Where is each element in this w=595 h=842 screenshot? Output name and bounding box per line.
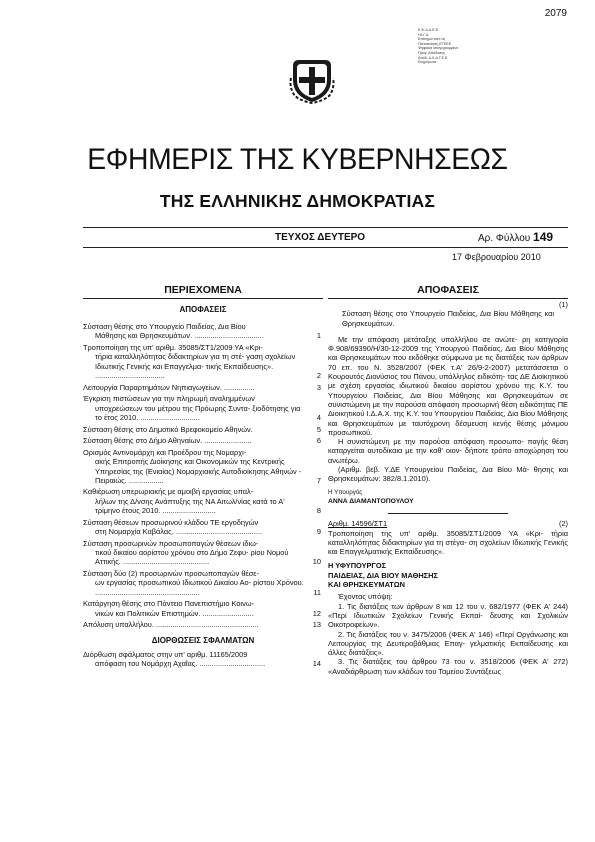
toc-item[interactable]: Λειτουργία Παραρτημάτων Νηπιαγωγείων. ............... 3 (83, 382, 321, 392)
decisions-body (328, 300, 568, 676)
toc-item[interactable]: Σύσταση δύο (2) προσωρινών προσωποπαγών θέσε- ων εργασίας προσωπικού Ιδιωτικού Δικαίου Αο- ρίστου Χρόνου. ................................................... 11 (83, 569, 321, 597)
stamp-line: Ψηφιακά υπογεγραμμένο (418, 46, 459, 51)
toc-page-number: 6 (316, 436, 321, 446)
table-of-contents (83, 322, 323, 671)
toc-section-corrections: ΔΙΟΡΘΩΣΕΙΣ ΣΦΑΛΜΑΤΩΝ (151, 635, 255, 645)
decision-2-authority-1: Η ΥΦΥΠΟΥΡΓΟΣ (328, 561, 387, 571)
gazette-title: ΕΦΗΜΕΡΙΣ ΤΗΣ ΚΥΒΕΡΝΗΣΕΩΣ (87, 143, 508, 176)
gazette-subtitle: ΤΗΣ ΕΛΛΗΝΙΚΗΣ ΔΗΜΟΚΡΑΤΙΑΣ (159, 191, 436, 211)
sheet-number (478, 230, 553, 244)
toc-item[interactable]: Τροποποίηση της υπ' αριθμ. 35085/ΣΤ1/2009 ΥΑ «Κρι- τήρια καταλληλότητας διδακτηρίων για τη στέ- γαση σχολείων Ιδιωτικής Γενικής και Επαγγελμα- τικής Εκπαίδευσης». .................................. 2 (83, 342, 321, 380)
header-rule-mid (83, 247, 568, 248)
toc-heading: ΠΕΡΙΕΧΟΜΕΝΑ (164, 284, 242, 296)
toc-item[interactable]: Σύσταση θέσης στο Υπουργείο Παιδείας, Δια Βίου Μάθησης και Θρησκευμάτων. .................................. 1 (83, 322, 321, 341)
decision-2-header (328, 519, 568, 528)
toc-item[interactable]: Διόρθωση σφάλματος στην υπ' αριθμ. 11165/2009 απόφαση του Νομάρχη Αχαΐας. ................................ 14 (83, 649, 321, 669)
sheet-label: Αρ. Φύλλου (478, 233, 531, 244)
decision-1-signature-label: Η Υπουργός (328, 488, 363, 496)
toc-section-decisions: ΑΠΟΦΑΣΕΙΣ (179, 305, 227, 314)
stamp-line: Πιστοποίηση ΕΤΕΕΕ (418, 41, 452, 46)
toc-page-number: 5 (316, 424, 321, 434)
toc-item[interactable]: Έγκριση πιστώσεων για την πληρωμή αναλημμένων υποχρεώσεων του μέτρου της Πρόωρης Συντα- ξιοδότησης για το έτος 2010. ............................. 4 (83, 394, 321, 422)
greek-coat-of-arms-icon (289, 58, 335, 104)
decision-2-having: Έχοντας υπόψη: (338, 592, 393, 602)
decision-2-paragraph-3: 3. Τις διατάξεις του άρθρου 73 του ν. 3518/2006 (ΦΕΚ Α' 272) «Αναδιάρθρωση των κλάδων του Ταμείου Συντάξεως (328, 657, 568, 676)
decision-1-body-3: (Αριθμ. βεβ. Υ.ΔΕ Υπουργείου Παιδείας, Δια Βίου Μά- θησης και Θρησκευμάτων: 382/8.1.2010). (328, 465, 568, 484)
toc-item[interactable]: Απόλυση υπαλλήλου. .................................................. 13 (83, 620, 321, 630)
decision-1-signature-name: ΑΝΝΑ ΔΙΑΜΑΝΤΟΠΟΥΛΟΥ (328, 497, 414, 505)
decision-2-title: Τροποποίηση της υπ' αριθμ. 35085/ΣΤ1/2009 ΥΑ «Κρι- τήρια καταλληλότητας διδακτηρίων για τη στέγα- ση σχολείων Ιδιωτικής Γενικής και Επαγγελματικής Εκπαίδευσης». (328, 528, 568, 557)
decision-1-body-1: Με την απόφαση μετάταξης υπαλλήλου σε ανώτε- ρη κατηγορία Φ.908/69390/Η/30-12-2009 της Υπουργού Παιδείας, Δια Βίου Μάθησης και Θρησκευμάτων που εκδόθηκε σύμφωνα με τις διατάξεις των άρθρων 70 επ. του Ν. 3528/2007 (ΦΕΚ τ.Α' 26/9-2-2007) μετατάσσεται ο Κουρουτός Διονύσιος του Πάνου, υπάλληλος ειδικότη- τας ΔΕ Διοικητικού με σχέση εργασίας ιδιωτικού δικαίου αορίστου χρόνου της Κ.Υ. του Υπουργείου Παιδείας, Δια Βίου Μάθησης και Θρησκευμάτων σε συνιστώμενη με την παρούσα απόφαση προσωρινή θέση ειδικότητας ΠΕ Διοικητικού Ι.Δ.Α.Χ. της Κ.Υ. του Υπουργείου Παιδείας, Δια Βίου Μάθησης και Θρησκευμάτων με ταυτόχρονη δέσμευση κενής θέσης μόνιμου προσωπικού. (328, 334, 568, 437)
decisions-heading: ΑΠΟΦΑΣΕΙΣ (417, 284, 479, 296)
toc-item[interactable]: Σύσταση θέσης στο Δημοτικό Βρεφοκομείο Αθηνών. 5 (83, 424, 321, 434)
toc-item[interactable]: Σύσταση προσωρινών προσωποπαγών θέσεων ιδιω- τικού δικαίου αορίστου χρόνου στο Δήμο Ζεφυ- ρίου Νομού Αττικής. .......................................... 10 (83, 538, 321, 567)
toc-page-number: 8 (316, 506, 321, 516)
decision-1-title: Σύσταση θέσης στο Υπουργείο Παιδείας, Δια Βίου Μάθησης και Θρησκευμάτων. (342, 309, 554, 328)
toc-page-number: 3 (316, 382, 321, 392)
decision-1-body-2: Η συνιστώμενη με την παρούσα απόφαση προσωπο- παγής θέση καταργείται αυτοδίκαια με την καθ' οιον- δήποτε τρόπο αποχώρηση του ανωτέρω. (328, 437, 568, 465)
decision-2-authority-3: ΚΑΙ ΘΡΗΣΚΕΥΜΑΤΩΝ (328, 580, 405, 590)
toc-item[interactable]: Σύσταση θέσεων προσωρινού κλάδου ΤΕ εργοδηγών στη Νομαρχία Καβάλας. .......................................... 9 (83, 517, 321, 537)
toc-page-number: 2 (316, 370, 321, 380)
toc-item[interactable]: Καθιέρωση υπερωριακής με αμοιβή εργασίας υπαλ- λήλων της Δ/νσης Ανάπτυξης της ΝΑ Αιτωλ/νίας κατά το Α' τρίμηνο έτους 2010. .......................... 8 (83, 487, 321, 516)
toc-page-number: 13 (312, 620, 321, 630)
stamp-line: Απόδ. Δ.Κ.Δ.Γ.Ε.Ε. (418, 55, 449, 60)
toc-item[interactable]: Κατάργηση θέσης στο Πάντειο Πανεπιστήμιο Κοινω- νικών και Πολιτικών Επιστημών. ......................... 12 (83, 599, 321, 618)
decision-2-authority-2: ΠΑΙΔΕΙΑΣ, ΔΙΑ ΒΙΟΥ ΜΑΘΗΣΗΣ (328, 570, 438, 580)
header-rule-top (83, 227, 568, 228)
sheet-number-value: 149 (533, 230, 554, 244)
decision-2-reference: Αριθμ. 14596/ΣΤ1 (328, 519, 388, 529)
toc-page-number: 9 (316, 527, 321, 537)
toc-item[interactable]: Ορισμός Αντινομάρχη και Προέδρου της Νομαρχι- ακής Επιτροπής Διοίκησης και Οικονομικών της Κεντρικής Υπηρεσίας της (Ενιαίας) Νομαρχιακής Αυτοδιοίκησης Αθηνών - Πειραιώς. ................. 7 (83, 447, 321, 485)
decision-1-number: (1) (558, 300, 568, 309)
issue-label: ΤΕΥΧΟΣ ΔΕΥΤΕΡΟ (275, 232, 366, 243)
toc-page-number: 10 (312, 557, 321, 567)
toc-item[interactable]: Σύσταση θέσης στο Δήμο Αθηναίων. ....................... 6 (83, 436, 321, 446)
toc-page-number: 7 (316, 475, 321, 485)
stamp-line: Ηλ.Γ.Δ. (418, 32, 430, 37)
decision-2-paragraph-1: 1. Τις διατάξεις των άρθρων 8 και 12 του ν. 682/1977 (ΦΕΚ Α' 244) «Περί Ιδιωτικών Σχολείων Γενικής Εκπαί- δευσης και Σχολικών Οικοτροφείων». (328, 601, 568, 630)
stamp-line: Επίσημοι από τις (418, 37, 446, 42)
decisions-rule (328, 298, 568, 299)
stamp-line: Προγ. Απόδοσης (418, 50, 446, 55)
toc-page-number: 11 (313, 587, 321, 597)
page-number: 2079 (544, 8, 567, 19)
toc-page-number: 4 (316, 412, 321, 422)
decision-2-paragraph-2: 2. Τις διατάξεις του ν. 3475/2006 (ΦΕΚ Α' 146) «Περί Οργάνωσης και Λειτουργίας της Δευτεροβάθμιας Επαγ- γελματικής Εκπαίδευσης και άλλες διατάξεις». (328, 629, 568, 658)
toc-page-number: 12 (312, 608, 321, 618)
stamp-line: Ενημέρωσε (418, 60, 437, 65)
issue-date: 17 Φεβρουαρίου 2010 (452, 252, 541, 262)
toc-rule (83, 298, 323, 299)
toc-page-number: 14 (312, 659, 321, 669)
decision-separator (388, 513, 508, 514)
digital-signature-stamp (418, 28, 498, 65)
decision-2-number: (2) (558, 519, 568, 529)
stamp-line: Ε.Ψ.Δ.Δ.Ε.Ε. (418, 28, 439, 32)
toc-page-number: 1 (316, 331, 321, 341)
